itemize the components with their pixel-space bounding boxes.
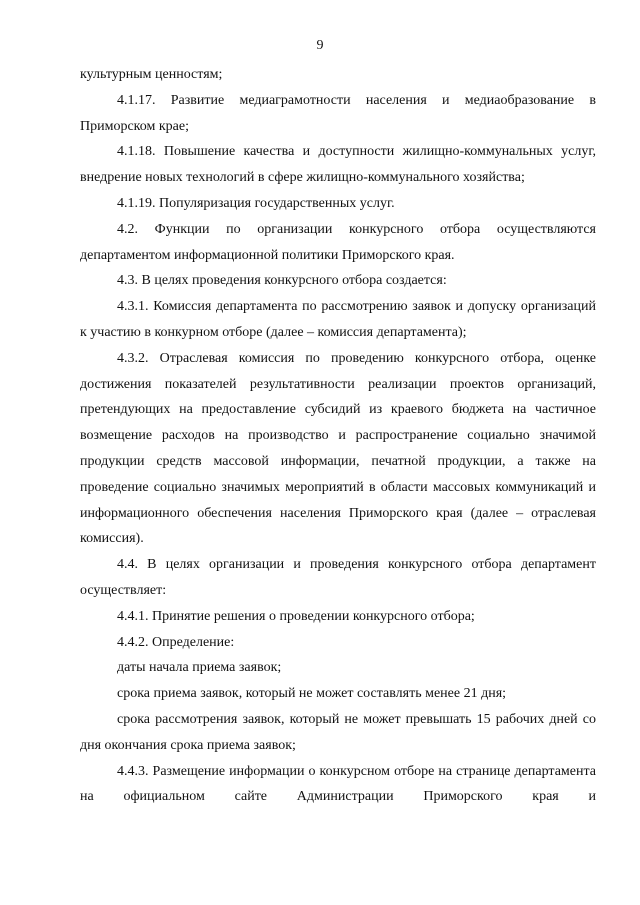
list-item-review-period: срока рассмотрения заявок, который не может превышать 15 рабочих дней со дня окончания срока приема заявок;	[80, 711, 596, 753]
paragraph-4-1-19: 4.1.19. Популяризация государственных услуг.	[117, 195, 395, 211]
paragraph-4-4-2: 4.4.2. Определение:	[117, 634, 235, 650]
paragraph-4-4-3: 4.4.3. Размещение информации о конкурсном отборе на странице департамента на официальном сайте Администрации Приморского края и	[80, 763, 596, 805]
paragraph-4-1-18: 4.1.18. Повышение качества и доступности жилищно-коммунальных услуг, внедрение новых технологий в сфере жилищно-коммунального хозяйства;	[80, 144, 596, 186]
paragraph-4-2: 4.2. Функции по организации конкурсного отбора осуществляются департаментом информационной политики Приморского края.	[80, 221, 596, 263]
document-body	[80, 62, 596, 810]
paragraph-4-4-1: 4.4.1. Принятие решения о проведении конкурсного отбора;	[117, 608, 475, 624]
paragraph-4-4: 4.4. В целях организации и проведения конкурсного отбора департамент осуществляет:	[80, 557, 596, 598]
paragraph-4-3: 4.3. В целях проведения конкурсного отбора создается:	[117, 273, 447, 289]
paragraph-4-3-2: 4.3.2. Отраслевая комиссия по проведению конкурсного отбора, оценке достижения показателей результативности реализации проектов организаций, претендующих на предоставление субсидий из краевого бюджета на частичное возмещение расходов на производство и распространение социально значимой продукции средств массовой информации, печатной продукции, а также на проведение социально значимых мероприятий в области массовых коммуникаций и информационного обеспечения населения Приморского края (далее – отраслевая комиссия).	[80, 350, 596, 547]
paragraph-4-1-17: 4.1.17. Развитие медиаграмотности населения и медиаобразование в Приморском крае;	[80, 92, 596, 134]
paragraph-continuation: культурным ценностям;	[80, 67, 223, 82]
paragraph-4-3-1: 4.3.1. Комиссия департамента по рассмотрению заявок и допуску организаций к участию в конкурном отборе (далее – комиссия департамента);	[80, 299, 596, 340]
list-item-start-date: даты начала приема заявок;	[117, 660, 282, 676]
list-item-application-period: срока приема заявок, который не может составлять менее 21 дня;	[117, 686, 507, 702]
page-number: 9	[316, 38, 324, 53]
